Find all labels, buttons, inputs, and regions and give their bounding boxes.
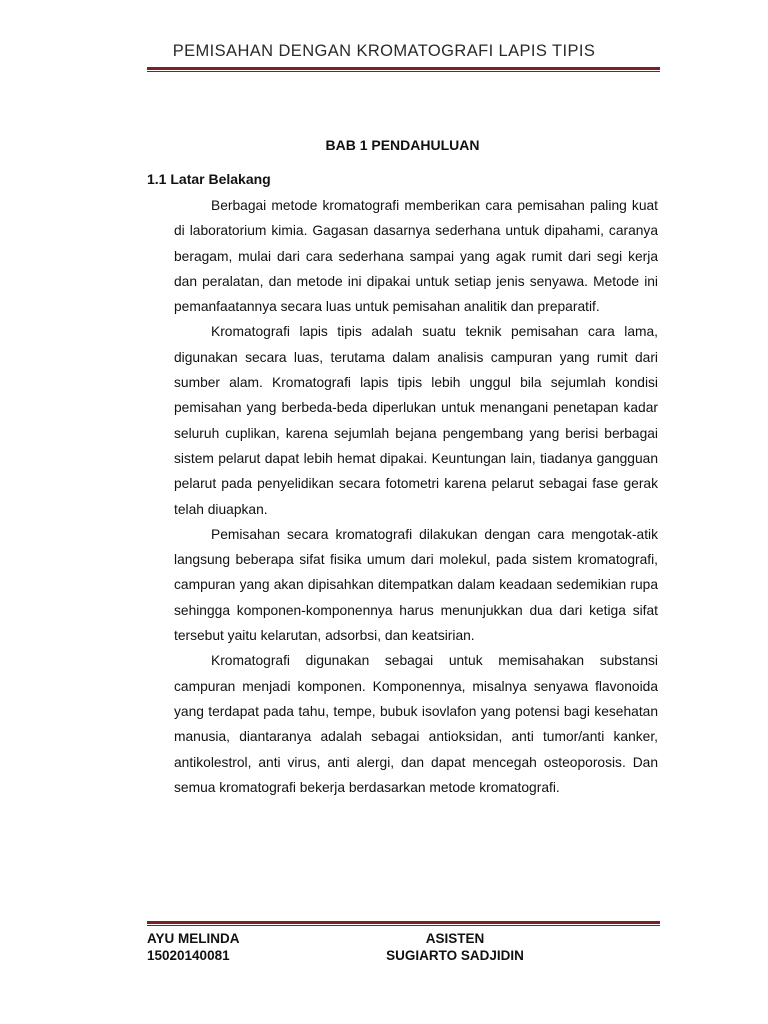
- chapter-title: BAB 1 PENDAHULUAN: [325, 137, 480, 153]
- paragraph: Kromatografi digunakan sebagai untuk memisahakan substansi campuran menjadi komponen. Komponennya, misalnya senyawa flavonoida yang terdapat pada tahu, tempe, bubuk isovlafon yang potensi bagi kesehatan manusia, diantaranya adalah sebagai antioksidan, anti tumor/anti kanker, antikolestrol, anti virus, anti alergi, dan dapat mencegah osteoporosis. Dan semua kromatografi bekerja berdasarkan metode kromatografi.: [174, 653, 658, 795]
- page-header-title: PEMISAHAN DENGAN KROMATOGRAFI LAPIS TIPIS: [172, 42, 596, 60]
- author-name: AYU MELINDA: [147, 931, 240, 946]
- header-divider: [147, 67, 660, 72]
- section-title: 1.1 Latar Belakang: [147, 171, 271, 187]
- assistant-label: ASISTEN: [425, 931, 485, 946]
- paragraph: Berbagai metode kromatografi memberikan cara pemisahan paling kuat di laboratorium kimia. Gagasan dasarnya sederhana untuk dipahami, caranya beragam, mulai dari cara sederhana sampai yang agak rumit dari segi kerja dan peralatan, dan metode ini dipakai untuk setiap jenis senyawa. Metode ini pemanfaatannya secara luas untuk pemisahan analitik dan preparatif.: [174, 198, 658, 315]
- paragraph: Pemisahan secara kromatografi dilakukan dengan cara mengotak-atik langsung beberapa sifat fisika umum dari molekul, pada sistem kromatografi, campuran yang akan dipisahkan ditempatkan dalam keadaan sedemikian rupa sehingga komponen-komponennya harus menunjukkan dua dari ketiga sifat tersebut yaitu kelarutan, adsorbsi, dan keatsirian.: [174, 526, 658, 644]
- paragraph: Kromatografi lapis tipis adalah suatu teknik pemisahan cara lama, digunakan secara luas, terutama dalam analisis campuran yang rumit dari sumber alam. Kromatografi lapis tipis lebih unggul bila sejumlah kondisi pemisahan yang berbeda-beda diperlukan untuk menangani penetapan kadar seluruh cuplikan, karena sejumlah bejana pengembang yang berisi berbagai sistem pelarut dapat lebih hemat dipakai. Keuntungan lain, tiadanya gangguan pelarut pada penyelidikan secara fotometri karena pelarut sebagai fase gerak telah diuapkan.: [174, 324, 658, 517]
- assistant-name: SUGIARTO SADJIDIN: [386, 948, 524, 963]
- footer-divider: [147, 921, 660, 926]
- author-id: 15020140081: [147, 948, 230, 963]
- footer-author: [147, 930, 240, 964]
- body-text: [174, 193, 658, 800]
- footer-assistant: [360, 930, 550, 964]
